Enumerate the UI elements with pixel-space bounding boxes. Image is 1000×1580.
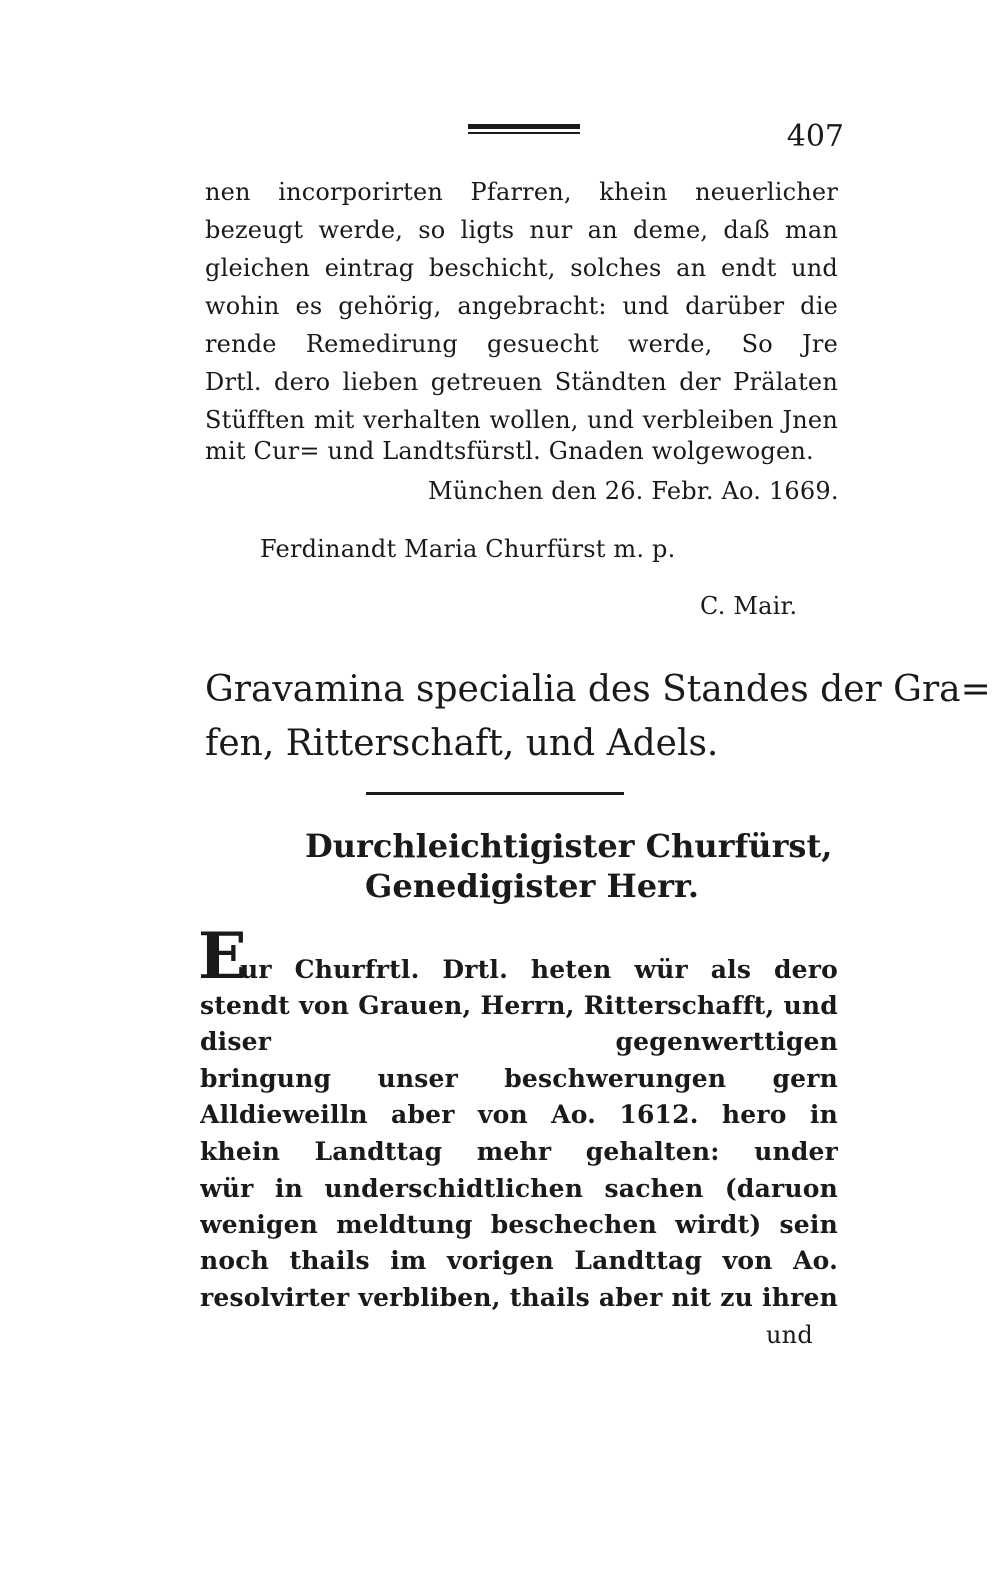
paragraph2-line-5: Alldieweilln aber von Ao. 1612. hero in <box>200 1100 838 1129</box>
paragraph2-line-6: khein Landttag mehr gehalten: under <box>200 1137 838 1166</box>
paragraph1-line-7: Stüfften mit verhalten wollen, und verbleiben Jnen <box>205 406 838 434</box>
paragraph2-line-7: wür in underschidtlichen sachen (daruon <box>200 1174 838 1203</box>
paragraph2-line-4: bringung unser beschwerungen gern <box>200 1064 838 1093</box>
section-divider <box>366 792 624 795</box>
paragraph2-line-2: stendt von Grauen, Herrn, Ritterschafft, und <box>200 991 838 1020</box>
paragraph1-line-6: Drtl. dero lieben getreuen Ständten der Prälaten <box>205 368 838 396</box>
paragraph1-line-8: mit Cur= und Landtsfürstl. Gnaden wolgewogen. <box>205 437 814 465</box>
paragraph1-line-2: bezeugt werde, so ligts nur an deme, daß man <box>205 216 838 244</box>
section-title-line-2: fen, Ritterschaft, und Adels. <box>205 723 719 764</box>
date-line: München den 26. Febr. Ao. 1669. <box>428 477 839 505</box>
paragraph2-line-10: resolvirter verbliben, thails aber nit zu ihren <box>200 1283 838 1312</box>
paragraph2-line-1: ur Churfrtl. Drtl. heten wür als dero <box>240 955 838 984</box>
section-title-line-1: Gravamina specialia des Standes der Gra= <box>205 669 991 710</box>
countersignature: C. Mair. <box>700 592 798 620</box>
paragraph1-line-1: nen incorporirten Pfarren, khein neuerlicher <box>205 178 838 206</box>
page-number: 407 <box>786 119 844 154</box>
paragraph2-line-8: wenigen meldtung beschechen wirdt) sein <box>200 1210 838 1239</box>
paragraph1-line-3: gleichen eintrag beschicht, solches an endt und <box>205 254 838 282</box>
signature-line: Ferdinandt Maria Churfürst m. p. <box>260 535 676 563</box>
paragraph2-line-3: diser gegenwerttigen <box>200 1027 838 1056</box>
salutation-line-2: Genedigister Herr. <box>365 867 700 905</box>
header-rule-thick <box>468 124 580 129</box>
drop-cap-letter: E <box>198 919 247 994</box>
header-ornament-rule <box>468 124 580 134</box>
header-rule-thin <box>468 132 580 134</box>
salutation-line-1: Durchleichtigister Churfürst, <box>305 827 833 865</box>
catchword: und <box>766 1321 813 1349</box>
paragraph2-line-9: noch thails im vorigen Landttag von Ao. <box>200 1246 838 1275</box>
paragraph1-line-5: rende Remedirung gesuecht werde, So Jre <box>205 330 838 358</box>
paragraph1-line-4: wohin es gehörig, angebracht: und darüber die <box>205 292 838 320</box>
